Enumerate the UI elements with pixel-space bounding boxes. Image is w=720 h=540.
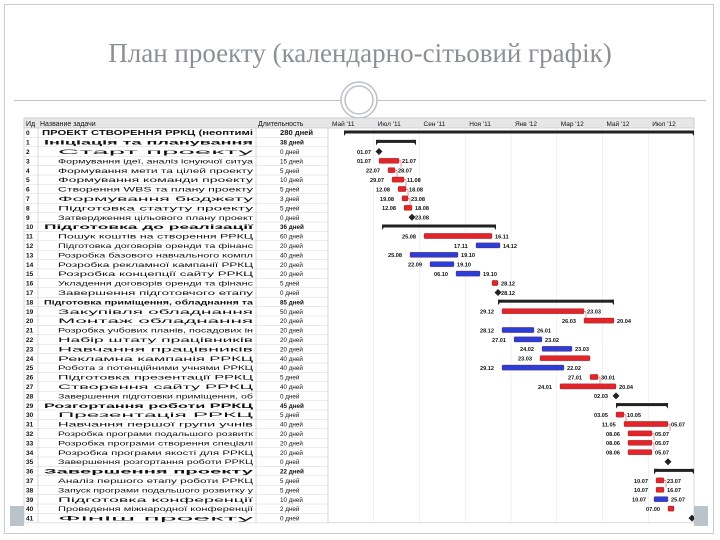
bar-date-label: 10.07	[634, 478, 648, 485]
critical-task-bar	[628, 431, 652, 436]
task-id: 23	[26, 346, 34, 354]
summary-bar	[382, 225, 496, 228]
task-duration: 20 дней	[280, 449, 303, 457]
task-duration: 38 дней	[280, 139, 304, 147]
critical-task-bar	[668, 506, 674, 511]
task-id: 25	[26, 365, 34, 373]
dependency-link	[395, 170, 397, 177]
timeline-month: Сен '11	[423, 121, 446, 128]
bar-date-label: 18.08	[409, 187, 423, 194]
task-duration: 0 дней	[280, 393, 300, 401]
task-name: Завершення підготовчого етапу	[58, 290, 150, 297]
task-id: 9	[26, 214, 30, 222]
task-name: Формування бюджету	[58, 196, 122, 203]
critical-task-bar	[628, 440, 652, 445]
bar-date-label: 08.06	[606, 441, 620, 448]
task-id: 14	[26, 261, 34, 269]
header-task-name: Название задачи	[40, 121, 96, 128]
task-name: Проведення міжнародної конференції	[58, 506, 170, 514]
task-bar	[502, 365, 564, 370]
bar-date-label: 18.08	[415, 206, 429, 213]
task-name: Підготовка приміщення, обладнання та	[44, 299, 168, 307]
summary-bar	[616, 403, 668, 406]
bar-date-label: 05.07	[655, 450, 669, 457]
timeline-month: Июл '12	[652, 121, 676, 128]
summary-bar	[376, 140, 416, 143]
critical-task-bar	[540, 356, 590, 361]
ring-ornament-icon	[339, 80, 379, 120]
dependency-link	[668, 424, 670, 431]
task-name: Розробка базового навчального компл	[58, 252, 171, 260]
bar-date-label: 26.01	[537, 328, 551, 335]
bar-date-label: 22.07	[366, 168, 380, 175]
task-name: Розробка концепції сайту РРКЦ	[58, 271, 151, 279]
task-bar	[654, 497, 668, 502]
bar-date-label: 26.03	[562, 319, 576, 325]
task-duration: 0 дней	[280, 214, 300, 222]
task-duration: 20 дней	[280, 318, 303, 326]
timeline-month: Июл '11	[377, 121, 401, 128]
bar-date-label: 27.01	[568, 375, 582, 382]
task-name: Завершення проекту	[44, 468, 255, 476]
bar-date-label: 02.03	[594, 394, 608, 401]
bar-date-label: 28.12	[501, 290, 515, 297]
dependency-link	[584, 311, 586, 318]
task-bar	[456, 271, 480, 276]
critical-task-bar	[388, 168, 395, 173]
task-id: 6	[26, 186, 30, 194]
bar-date-label: 19.08	[380, 196, 394, 203]
summary-bar	[344, 131, 694, 134]
task-id: 2	[26, 149, 30, 156]
critical-task-bar	[656, 487, 664, 492]
task-name: Навчання першої групи учнів	[58, 421, 143, 429]
task-id: 15	[26, 271, 34, 279]
task-id: 21	[26, 327, 34, 335]
task-id: 11	[26, 233, 33, 241]
task-duration: 5 дней	[280, 280, 300, 288]
bar-date-label: 14.12	[503, 243, 517, 250]
task-name: Монтаж обладнання	[58, 318, 118, 326]
timeline-month: Ноя '11	[469, 121, 491, 128]
task-id: 26	[26, 374, 34, 382]
bar-date-label: 23.08	[411, 196, 425, 203]
milestone-marker	[376, 148, 383, 155]
task-duration: 280 дней	[280, 128, 314, 138]
task-bar	[502, 327, 534, 332]
task-id: 33	[26, 440, 34, 448]
timeline-month: Май '12	[606, 121, 630, 128]
task-duration: 5 дней	[280, 487, 300, 495]
bar-date-label: 28.12	[501, 281, 515, 288]
milestone-marker	[665, 458, 672, 465]
critical-task-bar	[656, 478, 664, 483]
bar-date-label: 25.08	[388, 253, 402, 260]
bar-date-label: 20.04	[619, 384, 633, 391]
task-name: Розробка програми подальшого розвитк	[58, 431, 176, 438]
task-duration: 20 дней	[280, 440, 303, 448]
task-duration: 40 дней	[280, 252, 303, 260]
task-duration: 20 дней	[280, 327, 303, 335]
timeline-month: Мар '12	[560, 121, 584, 128]
task-bar	[476, 243, 500, 248]
bar-date-label: 23.03	[575, 347, 589, 354]
task-id: 40	[26, 506, 34, 514]
bar-date-label: 21.07	[402, 159, 416, 166]
task-name: Розробка рекламної кампанії РРКЦ	[58, 261, 162, 269]
slide-title: План проекту (календарно-сітьовий графік)	[108, 38, 612, 68]
bar-date-label: 22.02	[567, 366, 581, 372]
task-id: 24	[26, 355, 34, 363]
task-duration: 22 дней	[280, 468, 304, 476]
task-duration: 5 дней	[280, 167, 300, 175]
bar-date-label: 03.05	[594, 413, 608, 419]
dependency-link	[399, 161, 401, 168]
task-duration: 20 дней	[280, 346, 303, 354]
task-name: ПРОЕКТ СТВОРЕННЯ РРКЦ (неоптимі	[42, 128, 253, 138]
bar-date-label: 10.05	[627, 413, 641, 419]
bar-date-label: 23.03	[518, 356, 532, 363]
task-name: Набір штату працівників	[58, 337, 129, 344]
task-name: Підготовка статуту проекту	[58, 205, 138, 213]
task-id: 36	[26, 468, 34, 476]
slide-footer-right	[694, 506, 708, 526]
bar-date-label: 08.06	[606, 450, 620, 457]
critical-task-bar	[424, 233, 492, 238]
task-id: 30	[26, 412, 34, 420]
bar-date-label: 05.07	[655, 431, 669, 438]
task-duration: 40 дней	[280, 355, 303, 363]
task-name: Презентація РРКЦ	[58, 412, 113, 420]
task-id: 41	[26, 515, 34, 523]
dependency-link	[664, 481, 666, 488]
critical-task-bar	[502, 309, 584, 314]
task-bar	[514, 337, 542, 342]
critical-task-bar	[404, 205, 412, 210]
task-duration: 20 дней	[280, 431, 303, 438]
task-duration: 5 дней	[280, 186, 300, 194]
critical-task-bar	[379, 158, 399, 163]
bar-date-label: 16.07	[667, 488, 681, 495]
task-name: Формування команди проекту	[58, 177, 255, 185]
bar-date-label: 25.07	[671, 497, 685, 504]
task-name: Затвердження цільового плану проект	[58, 214, 170, 222]
timeline-month: Май '11	[332, 121, 355, 128]
bar-date-label: 05.07	[671, 422, 685, 429]
task-name: Навчання працівників	[58, 346, 122, 354]
task-duration: 10 дней	[280, 496, 303, 504]
task-name: Підготовка до реалізації	[44, 224, 120, 232]
bar-date-label: 28.07	[398, 168, 412, 175]
task-duration: 5 дней	[280, 205, 300, 213]
task-id: 5	[26, 177, 30, 185]
bar-date-label: 27.01	[492, 337, 506, 344]
bar-date-label: 10.07	[632, 497, 646, 504]
bar-date-label: 25.08	[402, 234, 416, 241]
bar-date-label: 12.08	[376, 187, 390, 194]
task-bar	[542, 346, 572, 351]
dependency-link	[624, 415, 626, 422]
task-id: 37	[26, 478, 34, 485]
task-name: Пошук коштів на створення РРКЦ	[58, 233, 157, 241]
task-id: 35	[26, 459, 34, 467]
bar-date-label: 10.07	[634, 488, 648, 495]
task-id: 18	[26, 299, 34, 307]
bar-date-label: 08.06	[606, 431, 620, 438]
task-name: Створення сайту РРКЦ	[58, 384, 127, 391]
task-duration: 3 дней	[280, 196, 300, 203]
task-duration: 45 дней	[280, 402, 304, 410]
table-header-row	[24, 118, 694, 128]
bar-date-label: 24.01	[538, 384, 552, 391]
bar-date-label: 19.10	[483, 272, 497, 278]
critical-task-bar	[492, 280, 498, 285]
task-id: 4	[26, 167, 30, 175]
task-duration: 50 дней	[280, 308, 303, 316]
critical-task-bar	[402, 196, 408, 201]
gantt-chart	[24, 118, 694, 523]
task-duration: 60 дней	[280, 233, 303, 241]
critical-task-bar	[590, 374, 598, 379]
task-bar	[430, 262, 454, 267]
dependency-link	[404, 180, 406, 187]
task-id: 10	[26, 224, 34, 232]
task-duration: 85 дней	[280, 299, 304, 307]
critical-task-bar	[624, 421, 668, 426]
task-name: Розгортання роботи РРКЦ	[44, 402, 126, 410]
task-duration: 0 дней	[280, 459, 300, 467]
bar-date-label: 05.07	[655, 441, 669, 448]
task-name: Розробка програми якості для РРКЦ	[58, 449, 165, 457]
bar-date-label: 20.04	[617, 319, 631, 325]
task-id: 31	[26, 421, 34, 429]
task-duration: 20 дней	[280, 243, 303, 250]
task-name: Укладення договорів оренди та фінанс	[58, 280, 172, 288]
dependency-link	[408, 199, 410, 206]
header-id: Ид	[26, 121, 36, 128]
task-id: 3	[26, 158, 30, 166]
bar-date-label: 28.12	[480, 328, 494, 335]
bar-date-label: 23.02	[545, 337, 559, 344]
task-name: Завершення розгортання роботи РРКЦ	[58, 459, 173, 467]
dependency-link	[652, 443, 654, 450]
bar-date-label: 24.02	[520, 347, 534, 354]
critical-task-bar	[392, 177, 404, 182]
task-id: 19	[26, 308, 34, 316]
bar-date-label: 23.03	[587, 309, 601, 316]
bar-date-label: 29.12	[480, 309, 494, 316]
task-id: 8	[26, 205, 30, 213]
task-name: Формування мети та цілей проекту	[58, 167, 161, 175]
bar-date-label: 23.08	[415, 215, 429, 222]
task-id: 13	[26, 252, 34, 260]
task-name: Ініціація та планування	[44, 139, 117, 147]
bar-date-label: 19.10	[461, 253, 475, 260]
task-id: 29	[26, 402, 34, 410]
task-id: 22	[26, 337, 34, 344]
task-id: 17	[26, 290, 34, 297]
task-duration: 40 дней	[280, 365, 303, 373]
gantt-header	[24, 118, 694, 128]
bar-date-label: 07.00	[646, 507, 660, 513]
task-name: Підготовка презентації РРКЦ	[58, 374, 143, 382]
task-id: 39	[26, 496, 34, 504]
task-name: Формування ідеї, аналіз існуючої ситуа	[58, 158, 173, 166]
task-id: 7	[26, 196, 30, 203]
task-name: Аналіз першого етапу роботи РРКЦ	[58, 478, 163, 485]
task-duration: 5 дней	[280, 374, 300, 382]
header-duration: Длительность	[258, 121, 304, 128]
task-name: Фініш проекту	[58, 515, 99, 523]
task-name: Робота з потенційними учнями РРКЦ	[58, 365, 167, 373]
task-name: Закупівля обладнання	[58, 308, 124, 316]
bar-date-label: 22.09	[408, 262, 422, 269]
bar-date-label: 16.11	[495, 234, 509, 241]
task-duration: 2 дней	[280, 506, 300, 514]
task-name: Розробка учбових планів, посадових ін	[58, 327, 172, 335]
task-id: 27	[26, 384, 34, 391]
dependency-link	[406, 189, 408, 196]
bar-date-label: 17.11	[454, 243, 468, 250]
summary-bar	[498, 300, 614, 303]
task-duration: 40 дней	[280, 384, 303, 391]
task-id: 12	[26, 243, 34, 250]
task-name: Завершення підготовки приміщення, об	[58, 393, 174, 401]
bar-date-label: 23.07	[667, 478, 681, 485]
task-bar	[410, 252, 458, 257]
critical-task-bar	[398, 186, 406, 191]
gantt-bars	[344, 131, 696, 522]
bar-date-label: 19.10	[457, 262, 471, 269]
task-duration: 20 дней	[280, 261, 303, 269]
task-duration: 40 дней	[280, 421, 303, 429]
task-id: 34	[26, 449, 34, 457]
task-id: 38	[26, 487, 34, 495]
task-duration: 10 дней	[280, 177, 303, 185]
task-id: 20	[26, 318, 34, 326]
bar-date-label: 29.12	[480, 366, 494, 372]
task-id: 28	[26, 393, 34, 401]
dependency-link	[598, 377, 600, 384]
task-name: Підготовка договорів оренди та фінанс	[58, 243, 172, 250]
task-id: 1	[26, 139, 30, 147]
task-duration: 5 дней	[280, 412, 300, 420]
bar-date-label: 06.10	[434, 272, 448, 278]
task-id: 0	[26, 130, 30, 138]
summary-bar	[654, 469, 694, 472]
task-duration: 20 дней	[280, 271, 303, 279]
task-duration: 36 дней	[280, 224, 304, 232]
dependency-link	[652, 434, 654, 441]
task-name: Рекламна кампанія РРКЦ	[58, 355, 133, 363]
milestone-marker	[613, 392, 620, 399]
task-duration: 5 дней	[280, 478, 300, 485]
timeline-month: Янв '12	[515, 121, 538, 128]
critical-task-bar	[616, 412, 624, 417]
task-name: Запуск програми подальшого розвитку у	[58, 487, 255, 495]
bar-date-label: 12.08	[382, 206, 396, 213]
critical-task-bar	[628, 450, 652, 455]
task-name: Створення WBS та плану проекту	[58, 186, 255, 194]
bar-date-label: 11.08	[407, 178, 421, 184]
task-name: Старт проекту	[58, 149, 257, 156]
task-name: Підготовка конференції	[58, 496, 127, 504]
slide-footer-left	[10, 506, 24, 526]
task-duration: 0 дней	[280, 290, 300, 297]
bar-date-label: 30.01	[601, 375, 615, 382]
task-duration: 0 дней	[280, 515, 300, 523]
critical-task-bar	[560, 384, 616, 389]
task-id: 16	[26, 280, 34, 288]
critical-task-bar	[584, 318, 614, 323]
task-duration: 15 дней	[280, 158, 303, 166]
task-id: 32	[26, 431, 34, 438]
task-name: Розробка програми створення спеціалі	[58, 440, 172, 448]
bar-date-label: 29.07	[370, 178, 384, 184]
task-duration: 20 дней	[280, 337, 303, 344]
bar-date-label: 11.05	[602, 422, 616, 429]
bar-date-label: 01.07	[357, 149, 371, 156]
task-duration: 0 дней	[280, 149, 300, 156]
bar-date-label: 01.07	[357, 159, 371, 166]
